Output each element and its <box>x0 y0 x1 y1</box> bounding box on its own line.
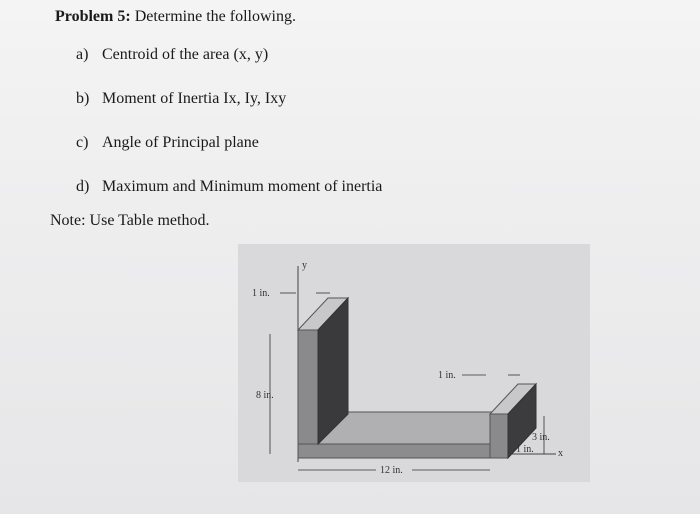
left-height-label: 8 in. <box>256 390 274 401</box>
bottom-thickness-label: 1 in. <box>516 444 534 455</box>
right-flange-front <box>490 414 508 458</box>
left-thickness-label: 1 in. <box>252 288 270 299</box>
right-thickness-label: 1 in. <box>438 370 456 381</box>
item-letter: a) <box>76 46 89 63</box>
base-top-face <box>318 412 516 444</box>
item-c <box>76 134 259 152</box>
note-text: Note: Use Table method. <box>50 212 210 229</box>
problem-text: Determine the following. <box>134 8 296 25</box>
item-letter: d) <box>76 178 90 195</box>
item-text: Maximum and Minimum moment of inertia <box>102 178 383 195</box>
item-text: Moment of Inertia Ix, Iy, Ixy <box>102 90 287 107</box>
item-text: Centroid of the area (x, y) <box>102 46 269 63</box>
x-axis-label: x <box>558 448 563 459</box>
left-flange-front <box>298 330 318 444</box>
channel-section-figure <box>238 244 590 482</box>
item-letter: b) <box>76 90 90 107</box>
item-b <box>76 90 286 108</box>
item-a <box>76 46 268 64</box>
base-width-label: 12 in. <box>380 465 403 476</box>
y-axis-label: y <box>302 260 307 271</box>
channel-section-drawing <box>238 244 590 482</box>
item-text: Angle of Principal plane <box>102 134 259 151</box>
problem-label: Problem 5: <box>55 8 131 25</box>
right-height-label: 3 in. <box>532 432 550 443</box>
problem-heading <box>55 8 296 26</box>
item-letter: c) <box>76 134 89 151</box>
item-d <box>76 178 382 196</box>
base-front-face <box>298 444 490 458</box>
